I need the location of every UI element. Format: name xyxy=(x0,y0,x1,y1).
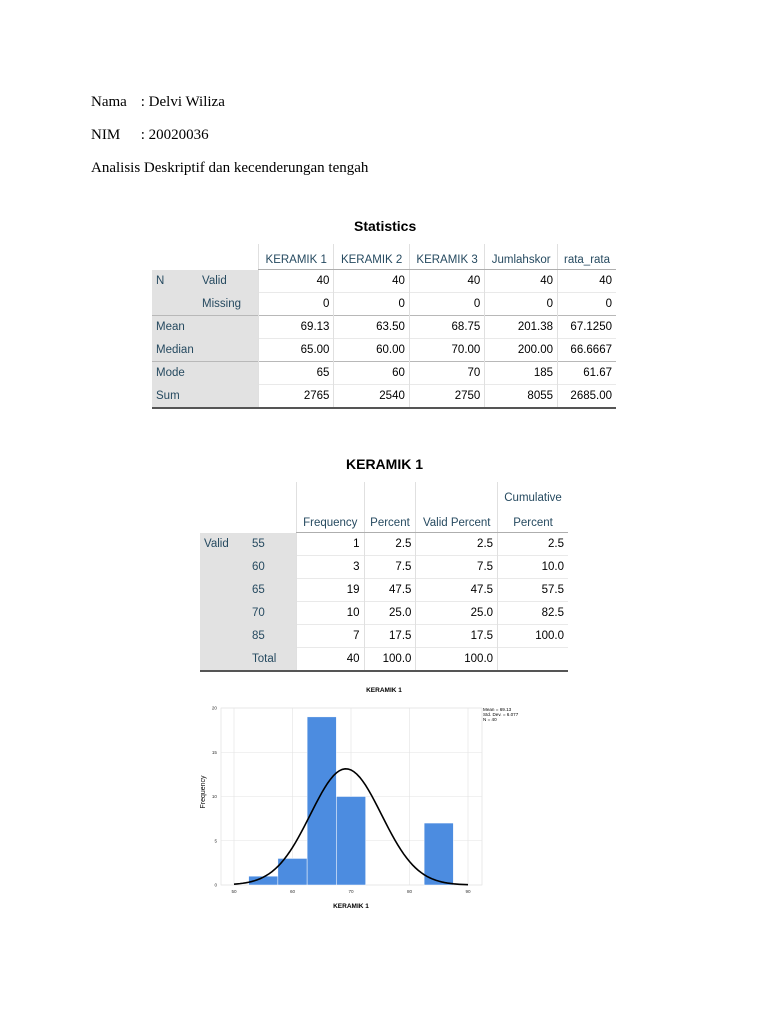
row-sublabel: Missing xyxy=(198,293,259,316)
col-header: Percent xyxy=(498,507,568,533)
cell: 0 xyxy=(558,293,616,316)
stats-legend xyxy=(483,707,519,722)
table-row xyxy=(200,602,568,625)
cell: 82.5 xyxy=(498,602,568,625)
row-label xyxy=(152,293,198,316)
cell: 8055 xyxy=(485,385,558,409)
histogram-chart xyxy=(196,684,572,914)
cell: 40 xyxy=(409,270,484,293)
row-label: N xyxy=(152,270,198,293)
histogram-bar xyxy=(336,797,365,886)
statistics-table xyxy=(152,244,616,409)
cell: 25.0 xyxy=(364,602,416,625)
col-header: Jumlahskor xyxy=(485,244,558,270)
cell: 200.00 xyxy=(485,339,558,362)
x-tick-label: 70 xyxy=(348,889,354,894)
y-tick-label: 20 xyxy=(211,705,217,711)
col-header: KERAMIK 1 xyxy=(259,244,334,270)
table-row xyxy=(152,316,616,339)
legend-sd: Std. Dev. = 6.077 xyxy=(483,712,519,717)
histogram-bar xyxy=(424,823,453,885)
cell: 1 xyxy=(297,533,365,556)
table-row xyxy=(152,362,616,385)
nim-value: : 20020036 xyxy=(140,127,209,143)
cell xyxy=(498,648,568,672)
table-row xyxy=(200,625,568,648)
frequency-table xyxy=(200,482,568,672)
col-header: KERAMIK 3 xyxy=(409,244,484,270)
row-label: 65 xyxy=(248,579,297,602)
col-header: Frequency xyxy=(297,507,365,533)
row-label: Mean xyxy=(152,316,259,339)
table-row xyxy=(152,270,616,293)
cell: 185 xyxy=(485,362,558,385)
row-label: Total xyxy=(248,648,297,672)
col-header-top: Cumulative xyxy=(498,482,568,507)
cell: 2.5 xyxy=(416,533,498,556)
cell: 65 xyxy=(259,362,334,385)
y-tick-label: 5 xyxy=(214,838,217,844)
y-ticks xyxy=(212,706,218,888)
cell: 47.5 xyxy=(364,579,416,602)
cell: 100.0 xyxy=(416,648,498,672)
cell: 70 xyxy=(409,362,484,385)
y-tick-label: 15 xyxy=(211,749,217,755)
cell: 2750 xyxy=(409,385,484,409)
cell: 100.0 xyxy=(364,648,416,672)
cell: 100.0 xyxy=(498,625,568,648)
cell: 0 xyxy=(259,293,334,316)
cell: 7.5 xyxy=(364,556,416,579)
cell: 10 xyxy=(297,602,365,625)
cell: 66.6667 xyxy=(558,339,616,362)
cell: 17.5 xyxy=(416,625,498,648)
cell: 57.5 xyxy=(498,579,568,602)
cell: 19 xyxy=(297,579,365,602)
cell: 10.0 xyxy=(498,556,568,579)
frequency-title: KERAMIK 1 xyxy=(346,456,424,472)
y-tick-label: 10 xyxy=(211,794,217,799)
table-row xyxy=(152,385,616,409)
name-value: : Delvi Wiliza xyxy=(140,94,225,110)
cell: 201.38 xyxy=(485,316,558,339)
cell: 17.5 xyxy=(364,625,416,648)
cell: 40 xyxy=(297,648,365,672)
statistics-title: Statistics xyxy=(354,218,417,234)
cell: 70.00 xyxy=(409,339,484,362)
cell: 40 xyxy=(259,270,334,293)
table-row xyxy=(152,339,616,362)
cell: 68.75 xyxy=(409,316,484,339)
cell: 67.1250 xyxy=(558,316,616,339)
name-label: Nama xyxy=(91,94,127,110)
row-label: Mode xyxy=(152,362,259,385)
cell: 61.67 xyxy=(558,362,616,385)
cell: 0 xyxy=(334,293,409,316)
cell: 3 xyxy=(297,556,365,579)
col-header: KERAMIK 2 xyxy=(334,244,409,270)
col-header: Percent xyxy=(364,507,416,533)
cell: 2685.00 xyxy=(558,385,616,409)
cell: 63.50 xyxy=(334,316,409,339)
row-label: Sum xyxy=(152,385,259,409)
cell: 2.5 xyxy=(364,533,416,556)
cell: 0 xyxy=(409,293,484,316)
cell: 40 xyxy=(558,270,616,293)
cell: 2.5 xyxy=(498,533,568,556)
cell: 7.5 xyxy=(416,556,498,579)
cell: 65.00 xyxy=(259,339,334,362)
legend-n: N = 40 xyxy=(483,717,497,722)
name-line xyxy=(91,94,225,111)
nim-line xyxy=(91,127,209,144)
cell: 7 xyxy=(297,625,365,648)
table-row xyxy=(200,533,568,556)
nim-label: NIM xyxy=(91,127,121,143)
row-label: 85 xyxy=(248,625,297,648)
cell: 40 xyxy=(334,270,409,293)
table-row xyxy=(200,579,568,602)
row-label: 55 xyxy=(248,533,297,556)
x-tick-label: 60 xyxy=(289,889,296,894)
table-row xyxy=(200,648,568,672)
x-tick-label: 50 xyxy=(231,889,237,894)
group-label: Valid xyxy=(200,533,248,556)
row-label: 60 xyxy=(248,556,297,579)
chart-title: KERAMIK 1 xyxy=(366,687,402,694)
row-label: Median xyxy=(152,339,259,362)
legend-mean: Mean = 69.13 xyxy=(483,707,512,712)
x-tick-label: 80 xyxy=(406,889,413,894)
col-header: Valid Percent xyxy=(416,507,498,533)
subtitle: Analisis Deskriptif dan kecenderungan tengah xyxy=(91,160,369,176)
cell: 69.13 xyxy=(259,316,334,339)
cell: 2765 xyxy=(259,385,334,409)
x-tick-label: 90 xyxy=(465,889,471,894)
y-tick-label: 0 xyxy=(214,882,217,888)
cell: 2540 xyxy=(334,385,409,409)
cell: 60 xyxy=(334,362,409,385)
cell: 25.0 xyxy=(416,602,498,625)
table-row xyxy=(200,556,568,579)
table-row xyxy=(152,293,616,316)
x-ticks xyxy=(231,889,471,894)
col-header: rata_rata xyxy=(558,244,616,270)
cell: 0 xyxy=(485,293,558,316)
x-axis-label: KERAMIK 1 xyxy=(333,903,369,910)
cell: 47.5 xyxy=(416,579,498,602)
cell: 40 xyxy=(485,270,558,293)
y-axis-label: Frequency xyxy=(200,775,207,809)
row-label: 70 xyxy=(248,602,297,625)
row-sublabel: Valid xyxy=(198,270,259,293)
cell: 60.00 xyxy=(334,339,409,362)
histogram-bar xyxy=(307,717,336,885)
